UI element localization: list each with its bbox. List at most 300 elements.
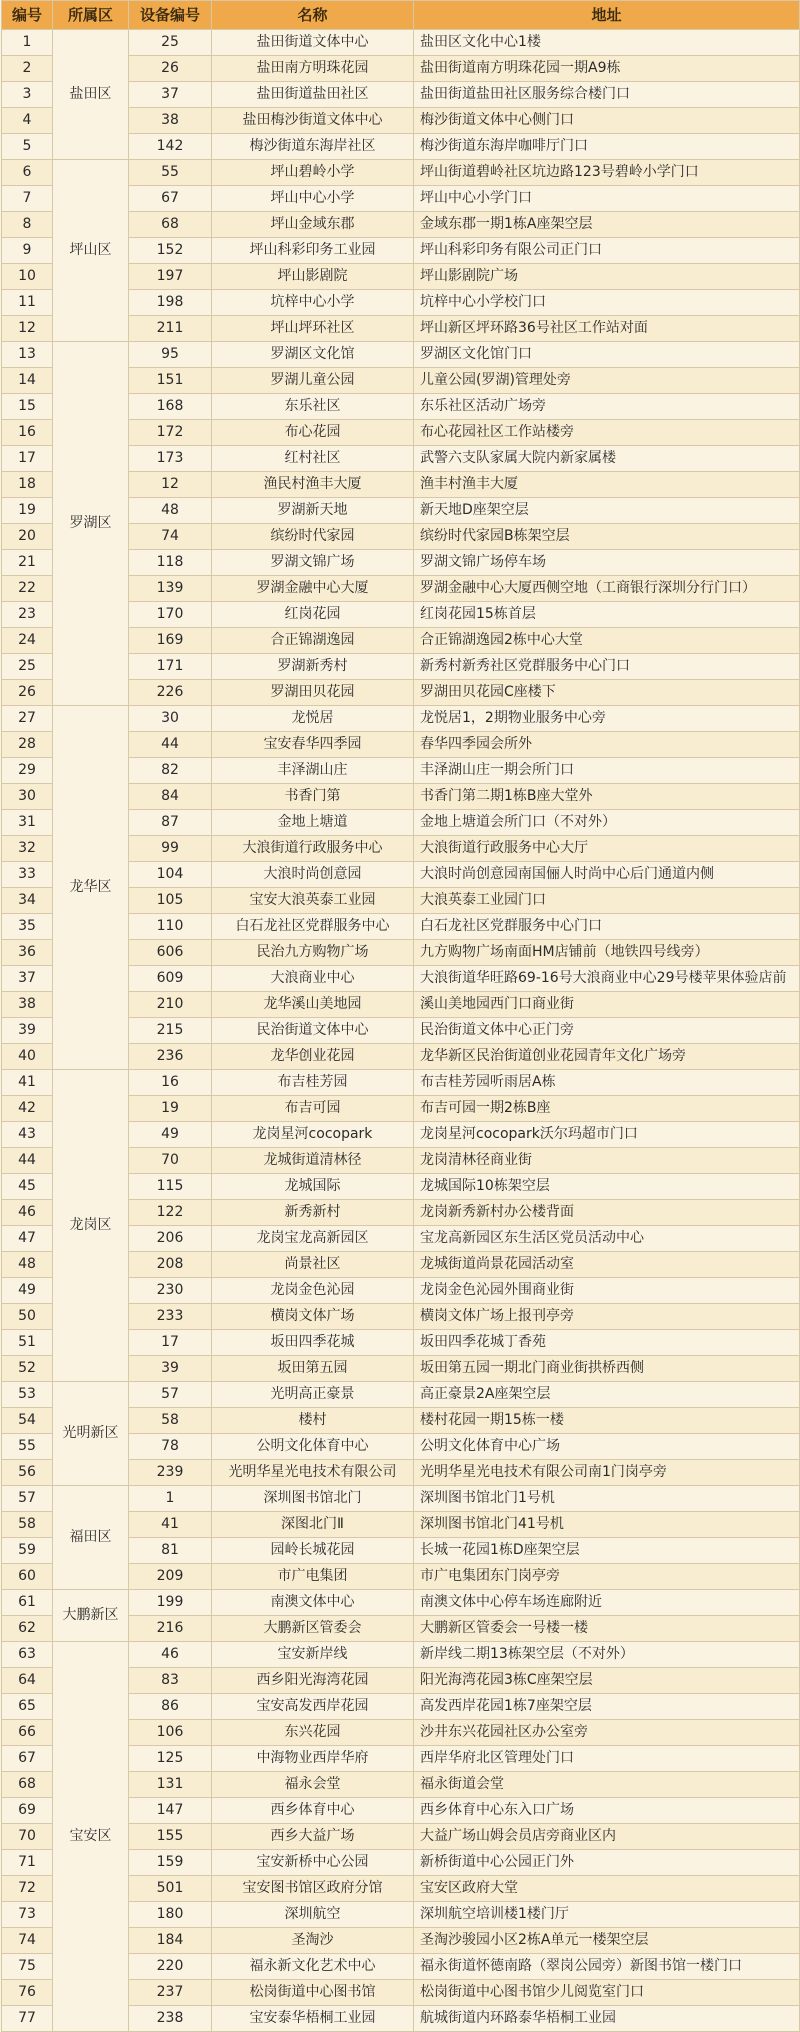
- location-name: 坪山坪环社区: [212, 316, 414, 342]
- device-id: 39: [129, 1356, 212, 1382]
- device-id: 236: [129, 1044, 212, 1070]
- device-id: 46: [129, 1642, 212, 1668]
- device-id: 198: [129, 290, 212, 316]
- location-address: 合正锦湖逸园2栋中心大堂: [414, 628, 800, 654]
- location-name: 宝安大浪英泰工业园: [212, 888, 414, 914]
- location-address: 光明华星光电技术有限公司南1门岗亭旁: [414, 1460, 800, 1486]
- location-name: 白石龙社区党群服务中心: [212, 914, 414, 940]
- device-id: 155: [129, 1824, 212, 1850]
- row-number: 51: [2, 1330, 53, 1356]
- location-name: 盐田南方明珠花园: [212, 56, 414, 82]
- device-id: 30: [129, 706, 212, 732]
- row-number: 47: [2, 1226, 53, 1252]
- row-number: 61: [2, 1590, 53, 1616]
- device-id: 142: [129, 134, 212, 160]
- row-number: 1: [2, 30, 53, 56]
- location-address: 市广电集团东门岗亭旁: [414, 1564, 800, 1590]
- device-id: 68: [129, 212, 212, 238]
- location-name: 龙华溪山美地园: [212, 992, 414, 1018]
- location-name: 坑梓中心小学: [212, 290, 414, 316]
- location-name: 宝安新岸线: [212, 1642, 414, 1668]
- device-id: 105: [129, 888, 212, 914]
- device-id: 49: [129, 1122, 212, 1148]
- location-address: 布心花园社区工作站楼旁: [414, 420, 800, 446]
- location-address: 九方购物广场南面HM店铺前（地铁四号线旁）: [414, 940, 800, 966]
- row-number: 8: [2, 212, 53, 238]
- row-number: 28: [2, 732, 53, 758]
- location-address: 梅沙街道文体中心侧门口: [414, 108, 800, 134]
- row-number: 57: [2, 1486, 53, 1512]
- location-address: 丰泽湖山庄一期会所门口: [414, 758, 800, 784]
- device-id: 122: [129, 1200, 212, 1226]
- location-address: 龙岗清林径商业街: [414, 1148, 800, 1174]
- district-cell: 龙华区: [53, 706, 129, 1070]
- location-name: 松岗街道中心图书馆: [212, 1980, 414, 2006]
- device-id: 110: [129, 914, 212, 940]
- device-id: 48: [129, 498, 212, 524]
- row-number: 38: [2, 992, 53, 1018]
- row-number: 6: [2, 160, 53, 186]
- location-address: 龙岗金色沁园外围商业街: [414, 1278, 800, 1304]
- row-number: 66: [2, 1720, 53, 1746]
- location-name: 大浪时尚创意园: [212, 862, 414, 888]
- location-address: 新岸线二期13栋架空层（不对外）: [414, 1642, 800, 1668]
- location-address: 坑梓中心小学校门口: [414, 290, 800, 316]
- row-number: 14: [2, 368, 53, 394]
- device-id: 147: [129, 1798, 212, 1824]
- district-cell: 福田区: [53, 1486, 129, 1590]
- location-name: 罗湖区文化馆: [212, 342, 414, 368]
- location-address: 西乡体育中心东入口广场: [414, 1798, 800, 1824]
- device-id: 99: [129, 836, 212, 862]
- device-id: 239: [129, 1460, 212, 1486]
- location-address: 公明文化体育中心广场: [414, 1434, 800, 1460]
- table-row: [2, 1486, 800, 1512]
- row-number: 58: [2, 1512, 53, 1538]
- device-id: 206: [129, 1226, 212, 1252]
- location-name: 楼村: [212, 1408, 414, 1434]
- location-name: 坪山中心小学: [212, 186, 414, 212]
- location-address: 坪山影剧院广场: [414, 264, 800, 290]
- device-id: 233: [129, 1304, 212, 1330]
- device-id: 95: [129, 342, 212, 368]
- row-number: 3: [2, 82, 53, 108]
- location-address: 沙井东兴花园社区办公室旁: [414, 1720, 800, 1746]
- location-name: 盐田梅沙街道文体中心: [212, 108, 414, 134]
- row-number: 43: [2, 1122, 53, 1148]
- location-address: 龙华新区民治街道创业花园青年文化广场旁: [414, 1044, 800, 1070]
- location-address: 坂田四季花城丁香苑: [414, 1330, 800, 1356]
- header-number: 编号: [2, 1, 53, 30]
- location-address: 楼村花园一期15栋一楼: [414, 1408, 800, 1434]
- table-row: [2, 706, 800, 732]
- device-id: 609: [129, 966, 212, 992]
- location-address: 坪山新区坪环路36号社区工作站对面: [414, 316, 800, 342]
- location-name: 尚景社区: [212, 1252, 414, 1278]
- location-name: 圣淘沙: [212, 1928, 414, 1954]
- device-id: 180: [129, 1902, 212, 1928]
- location-name: 大浪街道行政服务中心: [212, 836, 414, 862]
- location-name: 坪山科彩印务工业园: [212, 238, 414, 264]
- location-name: 民治街道文体中心: [212, 1018, 414, 1044]
- device-id: 78: [129, 1434, 212, 1460]
- device-id: 230: [129, 1278, 212, 1304]
- device-id: 171: [129, 654, 212, 680]
- row-number: 39: [2, 1018, 53, 1044]
- location-address: 盐田街道南方明珠花园一期A9栋: [414, 56, 800, 82]
- row-number: 71: [2, 1850, 53, 1876]
- device-id: 169: [129, 628, 212, 654]
- device-id: 220: [129, 1954, 212, 1980]
- row-number: 70: [2, 1824, 53, 1850]
- device-id: 197: [129, 264, 212, 290]
- row-number: 75: [2, 1954, 53, 1980]
- location-name: 龙城国际: [212, 1174, 414, 1200]
- location-name: 缤纷时代家园: [212, 524, 414, 550]
- location-name: 宝安春华四季园: [212, 732, 414, 758]
- location-name: 坪山金域东郡: [212, 212, 414, 238]
- location-name: 罗湖儿童公园: [212, 368, 414, 394]
- location-name: 中海物业西岸华府: [212, 1746, 414, 1772]
- table-row: [2, 1642, 800, 1668]
- row-number: 59: [2, 1538, 53, 1564]
- device-id: 17: [129, 1330, 212, 1356]
- device-id: 237: [129, 1980, 212, 2006]
- location-name: 南澳文体中心: [212, 1590, 414, 1616]
- device-id: 211: [129, 316, 212, 342]
- location-name: 福永新文化艺术中心: [212, 1954, 414, 1980]
- row-number: 64: [2, 1668, 53, 1694]
- row-number: 56: [2, 1460, 53, 1486]
- row-number: 31: [2, 810, 53, 836]
- location-name: 园岭长城花园: [212, 1538, 414, 1564]
- row-number: 12: [2, 316, 53, 342]
- location-name: 罗湖文锦广场: [212, 550, 414, 576]
- row-number: 46: [2, 1200, 53, 1226]
- location-name: 红村社区: [212, 446, 414, 472]
- row-number: 17: [2, 446, 53, 472]
- row-number: 2: [2, 56, 53, 82]
- device-id: 170: [129, 602, 212, 628]
- row-number: 35: [2, 914, 53, 940]
- table-body: [2, 30, 800, 2032]
- location-address: 新秀村新秀社区党群服务中心门口: [414, 654, 800, 680]
- location-name: 盐田街道文体中心: [212, 30, 414, 56]
- row-number: 33: [2, 862, 53, 888]
- table-row: [2, 1070, 800, 1096]
- location-address: 武警六支队家属大院内新家属楼: [414, 446, 800, 472]
- location-address: 大益广场山姆会员店旁商业区内: [414, 1824, 800, 1850]
- location-name: 光明华星光电技术有限公司: [212, 1460, 414, 1486]
- location-name: 罗湖新天地: [212, 498, 414, 524]
- row-number: 68: [2, 1772, 53, 1798]
- device-id: 19: [129, 1096, 212, 1122]
- location-name: 布吉桂芳园: [212, 1070, 414, 1096]
- location-name: 大鹏新区管委会: [212, 1616, 414, 1642]
- device-id: 57: [129, 1382, 212, 1408]
- location-address: 大浪街道行政服务中心大厅: [414, 836, 800, 862]
- row-number: 37: [2, 966, 53, 992]
- row-number: 53: [2, 1382, 53, 1408]
- table-row: [2, 160, 800, 186]
- device-id: 159: [129, 1850, 212, 1876]
- location-address: 坪山科彩印务有限公司正门口: [414, 238, 800, 264]
- row-number: 62: [2, 1616, 53, 1642]
- district-cell: 宝安区: [53, 1642, 129, 2032]
- row-number: 26: [2, 680, 53, 706]
- device-id: 104: [129, 862, 212, 888]
- row-number: 65: [2, 1694, 53, 1720]
- location-address: 罗湖田贝花园C座楼下: [414, 680, 800, 706]
- location-name: 西乡大益广场: [212, 1824, 414, 1850]
- location-address: 深圳图书馆北门1号机: [414, 1486, 800, 1512]
- location-address: 民治街道文体中心正门旁: [414, 1018, 800, 1044]
- device-id: 118: [129, 550, 212, 576]
- location-name: 西乡体育中心: [212, 1798, 414, 1824]
- location-address: 龙岗新秀新村办公楼背面: [414, 1200, 800, 1226]
- location-name: 丰泽湖山庄: [212, 758, 414, 784]
- row-number: 74: [2, 1928, 53, 1954]
- location-name: 横岗文体广场: [212, 1304, 414, 1330]
- row-number: 27: [2, 706, 53, 732]
- row-number: 18: [2, 472, 53, 498]
- location-address: 龙岗星河cocopark沃尔玛超市门口: [414, 1122, 800, 1148]
- location-name: 金地上塘道: [212, 810, 414, 836]
- location-address: 福永街道怀德南路（翠岗公园旁）新图书馆一楼门口: [414, 1954, 800, 1980]
- row-number: 10: [2, 264, 53, 290]
- row-number: 76: [2, 1980, 53, 2006]
- device-id: 25: [129, 30, 212, 56]
- device-id: 131: [129, 1772, 212, 1798]
- row-number: 9: [2, 238, 53, 264]
- row-number: 63: [2, 1642, 53, 1668]
- device-id: 86: [129, 1694, 212, 1720]
- location-address: 罗湖区文化馆门口: [414, 342, 800, 368]
- location-address: 长城一花园1栋D座架空层: [414, 1538, 800, 1564]
- row-number: 15: [2, 394, 53, 420]
- location-address: 宝安区政府大堂: [414, 1876, 800, 1902]
- row-number: 67: [2, 1746, 53, 1772]
- location-name: 罗湖田贝花园: [212, 680, 414, 706]
- location-address: 红岗花园15栋首层: [414, 602, 800, 628]
- location-address: 航城街道内环路泰华梧桐工业园: [414, 2006, 800, 2032]
- device-id: 16: [129, 1070, 212, 1096]
- location-address: 梅沙街道东海岸咖啡厅门口: [414, 134, 800, 160]
- row-number: 42: [2, 1096, 53, 1122]
- row-number: 50: [2, 1304, 53, 1330]
- device-id: 151: [129, 368, 212, 394]
- location-name: 宝安新桥中心公园: [212, 1850, 414, 1876]
- location-address: 金域东郡一期1栋A座架空层: [414, 212, 800, 238]
- device-id: 1: [129, 1486, 212, 1512]
- location-address: 南澳文体中心停车场连廊附近: [414, 1590, 800, 1616]
- row-number: 54: [2, 1408, 53, 1434]
- row-number: 32: [2, 836, 53, 862]
- library-machine-table: [1, 0, 800, 2032]
- location-address: 宝龙高新园区东生活区党员活动中心: [414, 1226, 800, 1252]
- row-number: 22: [2, 576, 53, 602]
- location-name: 东乐社区: [212, 394, 414, 420]
- location-address: 高发西岸花园1栋7座架空层: [414, 1694, 800, 1720]
- location-address: 溪山美地园西门口商业街: [414, 992, 800, 1018]
- district-cell: 坪山区: [53, 160, 129, 342]
- location-name: 福永会堂: [212, 1772, 414, 1798]
- location-name: 龙岗星河cocopark: [212, 1122, 414, 1148]
- location-name: 公明文化体育中心: [212, 1434, 414, 1460]
- location-address: 书香门第二期1栋B座大堂外: [414, 784, 800, 810]
- location-name: 龙岗宝龙高新园区: [212, 1226, 414, 1252]
- location-name: 龙悦居: [212, 706, 414, 732]
- location-address: 东乐社区活动广场旁: [414, 394, 800, 420]
- row-number: 34: [2, 888, 53, 914]
- location-name: 东兴花园: [212, 1720, 414, 1746]
- location-address: 松岗街道中心图书馆少儿阅览室门口: [414, 1980, 800, 2006]
- row-number: 73: [2, 1902, 53, 1928]
- device-id: 209: [129, 1564, 212, 1590]
- location-address: 坂田第五园一期北门商业街拱桥西侧: [414, 1356, 800, 1382]
- location-address: 新天地D座架空层: [414, 498, 800, 524]
- district-cell: 盐田区: [53, 30, 129, 160]
- location-name: 光明高正豪景: [212, 1382, 414, 1408]
- device-id: 84: [129, 784, 212, 810]
- device-id: 26: [129, 56, 212, 82]
- row-number: 40: [2, 1044, 53, 1070]
- row-number: 30: [2, 784, 53, 810]
- table-header: [2, 1, 800, 30]
- device-id: 81: [129, 1538, 212, 1564]
- header-name: 名称: [212, 1, 414, 30]
- device-id: 215: [129, 1018, 212, 1044]
- device-id: 115: [129, 1174, 212, 1200]
- location-address: 春华四季园会所外: [414, 732, 800, 758]
- location-name: 渔民村渔丰大厦: [212, 472, 414, 498]
- location-address: 大鹏新区管委会一号楼一楼: [414, 1616, 800, 1642]
- device-id: 106: [129, 1720, 212, 1746]
- location-address: 深圳图书馆北门41号机: [414, 1512, 800, 1538]
- row-number: 29: [2, 758, 53, 784]
- row-number: 5: [2, 134, 53, 160]
- location-name: 布吉可园: [212, 1096, 414, 1122]
- location-address: 盐田街道盐田社区服务综合楼门口: [414, 82, 800, 108]
- row-number: 25: [2, 654, 53, 680]
- location-name: 坂田第五园: [212, 1356, 414, 1382]
- device-id: 55: [129, 160, 212, 186]
- table-row: [2, 1590, 800, 1616]
- location-name: 深圳图书馆北门: [212, 1486, 414, 1512]
- location-address: 罗湖文锦广场停车场: [414, 550, 800, 576]
- device-id: 37: [129, 82, 212, 108]
- device-id: 606: [129, 940, 212, 966]
- row-number: 41: [2, 1070, 53, 1096]
- location-address: 新桥街道中心公园正门外: [414, 1850, 800, 1876]
- device-id: 12: [129, 472, 212, 498]
- device-id: 67: [129, 186, 212, 212]
- header-address: 地址: [414, 1, 800, 30]
- row-number: 48: [2, 1252, 53, 1278]
- device-id: 139: [129, 576, 212, 602]
- location-address: 大浪街道华旺路69-16号大浪商业中心29号楼苹果体验店前: [414, 966, 800, 992]
- row-number: 77: [2, 2006, 53, 2032]
- location-address: 圣淘沙骏园小区2栋A单元一楼架空层: [414, 1928, 800, 1954]
- device-id: 44: [129, 732, 212, 758]
- location-name: 布心花园: [212, 420, 414, 446]
- location-name: 市广电集团: [212, 1564, 414, 1590]
- location-address: 坪山中心小学门口: [414, 186, 800, 212]
- table-row: [2, 342, 800, 368]
- location-address: 大浪时尚创意园南国俪人时尚中心后门通道内侧: [414, 862, 800, 888]
- device-id: 41: [129, 1512, 212, 1538]
- district-cell: 罗湖区: [53, 342, 129, 706]
- location-name: 宝安泰华梧桐工业园: [212, 2006, 414, 2032]
- device-id: 238: [129, 2006, 212, 2032]
- location-name: 书香门第: [212, 784, 414, 810]
- row-number: 20: [2, 524, 53, 550]
- location-address: 阳光海湾花园3栋C座架空层: [414, 1668, 800, 1694]
- device-id: 184: [129, 1928, 212, 1954]
- row-number: 44: [2, 1148, 53, 1174]
- location-address: 横岗文体广场上报刊亭旁: [414, 1304, 800, 1330]
- header-row: [2, 1, 800, 30]
- location-address: 深圳航空培训楼1楼门厅: [414, 1902, 800, 1928]
- row-number: 23: [2, 602, 53, 628]
- device-id: 168: [129, 394, 212, 420]
- row-number: 52: [2, 1356, 53, 1382]
- location-address: 渔丰村渔丰大厦: [414, 472, 800, 498]
- row-number: 45: [2, 1174, 53, 1200]
- location-name: 坂田四季花城: [212, 1330, 414, 1356]
- location-address: 白石龙社区党群服务中心门口: [414, 914, 800, 940]
- location-address: 福永街道会堂: [414, 1772, 800, 1798]
- row-number: 49: [2, 1278, 53, 1304]
- location-address: 龙悦居1，2期物业服务中心旁: [414, 706, 800, 732]
- location-name: 宝安图书馆区政府分馆: [212, 1876, 414, 1902]
- device-id: 216: [129, 1616, 212, 1642]
- device-id: 82: [129, 758, 212, 784]
- row-number: 21: [2, 550, 53, 576]
- location-address: 龙城街道尚景花园活动室: [414, 1252, 800, 1278]
- location-address: 布吉可园一期2栋B座: [414, 1096, 800, 1122]
- row-number: 13: [2, 342, 53, 368]
- location-address: 龙城国际10栋架空层: [414, 1174, 800, 1200]
- location-address: 金地上塘道会所门口（不对外）: [414, 810, 800, 836]
- location-name: 深图北门Ⅱ: [212, 1512, 414, 1538]
- location-name: 宝安高发西岸花园: [212, 1694, 414, 1720]
- location-name: 新秀新村: [212, 1200, 414, 1226]
- location-name: 民治九方购物广场: [212, 940, 414, 966]
- device-id: 58: [129, 1408, 212, 1434]
- location-name: 龙华创业花园: [212, 1044, 414, 1070]
- row-number: 24: [2, 628, 53, 654]
- device-id: 83: [129, 1668, 212, 1694]
- location-name: 坪山影剧院: [212, 264, 414, 290]
- row-number: 55: [2, 1434, 53, 1460]
- location-name: 罗湖金融中心大厦: [212, 576, 414, 602]
- location-name: 坪山碧岭小学: [212, 160, 414, 186]
- district-cell: 大鹏新区: [53, 1590, 129, 1642]
- row-number: 36: [2, 940, 53, 966]
- location-address: 高正豪景2A座架空层: [414, 1382, 800, 1408]
- location-address: 西岸华府北区管理处门口: [414, 1746, 800, 1772]
- location-address: 布吉桂芳园听雨居A栋: [414, 1070, 800, 1096]
- device-id: 173: [129, 446, 212, 472]
- device-id: 210: [129, 992, 212, 1018]
- device-id: 125: [129, 1746, 212, 1772]
- location-address: 缤纷时代家园B栋架空层: [414, 524, 800, 550]
- device-id: 74: [129, 524, 212, 550]
- device-id: 226: [129, 680, 212, 706]
- header-device-id: 设备编号: [129, 1, 212, 30]
- device-id: 199: [129, 1590, 212, 1616]
